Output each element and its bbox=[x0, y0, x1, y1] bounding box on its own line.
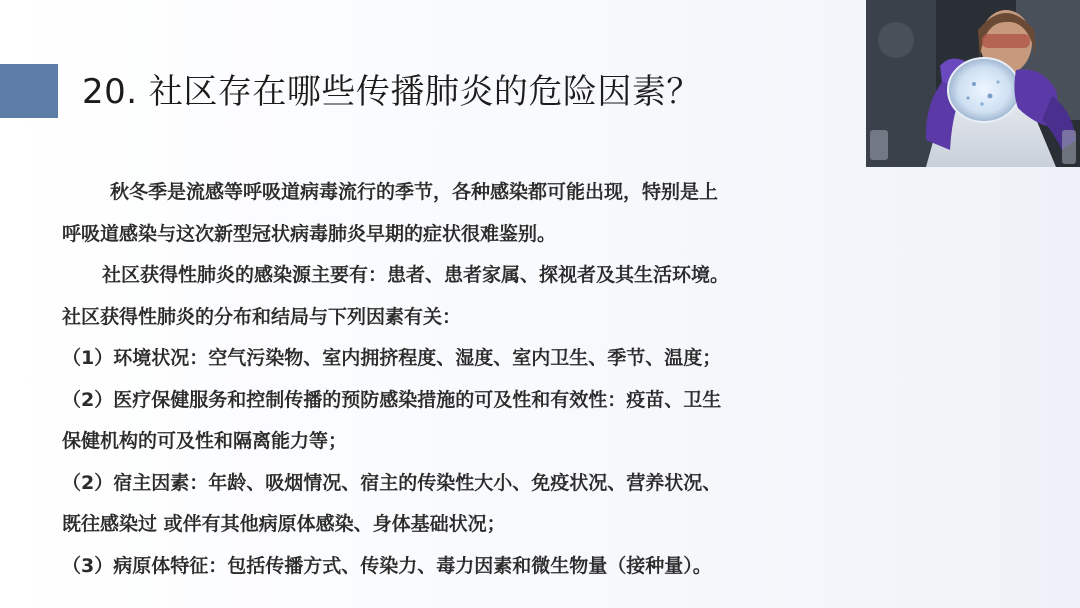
paragraph-1-line-1: 秋冬季是流感等呼吸道病毒流行的季节，各种感染都可能出现，特别是上 bbox=[110, 181, 719, 203]
factor-environment: （1）环境状况：空气污染物、室内拥挤程度、湿度、室内卫生、季节、温度； bbox=[62, 347, 722, 369]
paragraph-3: 社区获得性肺炎的分布和结局与下列因素有关： bbox=[62, 305, 462, 328]
paragraph-2: 社区获得性肺炎的感染源主要有：患者、患者家属、探视者及其生活环境。 bbox=[102, 264, 730, 286]
lab-scientist-photo bbox=[866, 0, 1080, 167]
factor-host-line-1: （2）宿主因素：年龄、吸烟情况、宿主的传染性大小、免疫状况、营养状况、 bbox=[62, 471, 722, 494]
factor-pathogen: （3）病原体特征：包括传播方式、传染力、毒力因素和微生物量（接种量）。 bbox=[62, 554, 712, 577]
factor-healthcare-line-1: （2）医疗保健服务和控制传播的预防感染措施的可及性和有效性：疫苗、卫生 bbox=[62, 388, 722, 411]
safety-goggles bbox=[982, 34, 1030, 48]
factor-host-line-2: 既往感染过 或伴有其他病原体感染、身体基础状况； bbox=[62, 513, 506, 535]
paragraph-1-line-2: 呼吸道感染与这次新型冠状病毒肺炎早期的症状很难鉴别。 bbox=[62, 222, 557, 245]
scientist-illustration bbox=[866, 0, 1080, 167]
title-accent-bar bbox=[0, 64, 58, 118]
factor-healthcare-line-2: 保健机构的可及性和隔离能力等； bbox=[62, 430, 348, 452]
slide-body bbox=[62, 172, 862, 587]
petri-dish bbox=[948, 58, 1020, 122]
slide-title: 20. 社区存在哪些传播肺炎的危险因素？ bbox=[82, 72, 701, 112]
